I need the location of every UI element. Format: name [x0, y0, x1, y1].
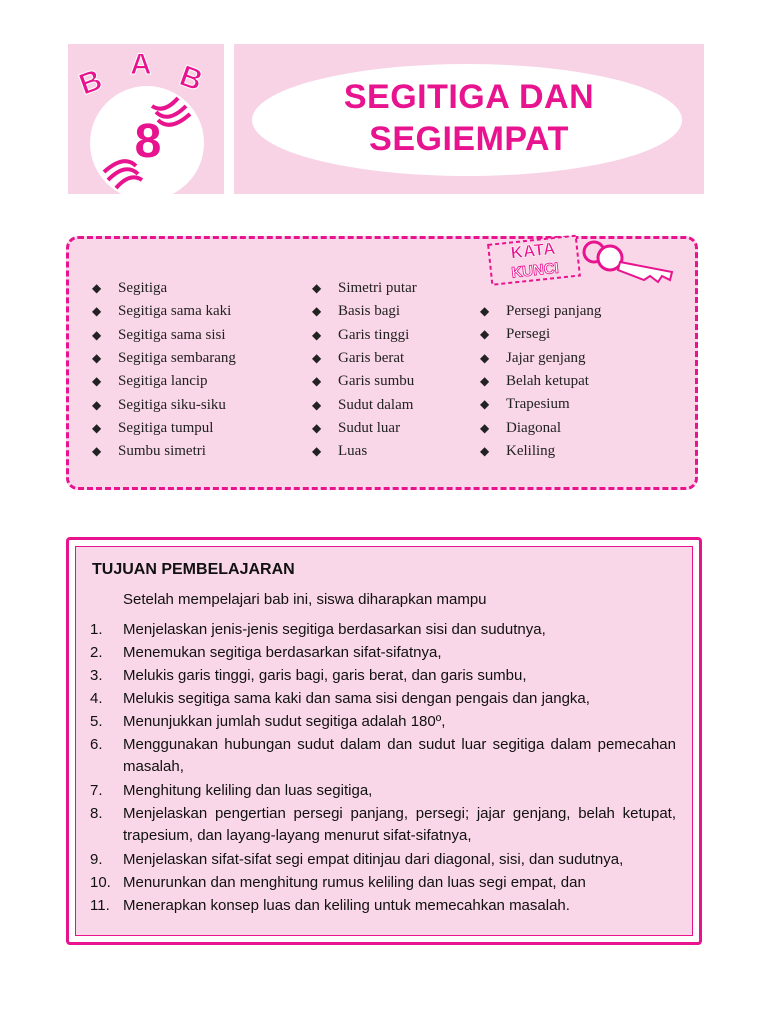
diamond-bullet-icon: ◆ [312, 350, 322, 365]
learning-objectives-title: TUJUAN PEMBELAJARAN [92, 561, 295, 578]
keyword-item [92, 373, 208, 390]
objective-item [90, 803, 676, 847]
objective-text: Menjelaskan sifat-sifat segi empat ditinjau dari diagonal, sisi, dan sudutnya, [123, 851, 624, 868]
keyword-label: Segitiga siku-siku [118, 396, 226, 413]
keyword-item [92, 350, 236, 367]
objective-number: 6. [90, 736, 103, 753]
diamond-bullet-icon: ◆ [92, 444, 102, 459]
objective-number: 3. [90, 667, 103, 684]
keyword-item [480, 373, 589, 390]
keyword-label: Persegi panjang [506, 303, 602, 319]
objective-text: Melukis segitiga sama kaki dan sama sisi dengan pengais dan jangka, [123, 690, 590, 707]
tag-word-kata: KATA [509, 238, 557, 263]
objective-number: 5. [90, 713, 103, 730]
objective-number: 7. [90, 782, 103, 799]
keyword-label: Sumbu simetri [118, 443, 206, 460]
diamond-bullet-icon: ◆ [480, 420, 490, 435]
keyword-label: Segitiga sama kaki [118, 303, 232, 320]
bab-letter-b1: B [74, 63, 107, 102]
objective-item [90, 895, 676, 917]
keyword-item [312, 420, 400, 437]
keyword-item [312, 327, 409, 344]
objective-item [90, 665, 676, 687]
diamond-bullet-icon: ◆ [92, 374, 102, 389]
objective-item [90, 711, 676, 733]
keyword-item [92, 327, 226, 344]
objective-text: Menemukan segitiga berdasarkan sifat-sifatnya, [123, 644, 442, 661]
keyword-label: Segitiga [118, 280, 168, 296]
keyword-item [92, 303, 231, 320]
keyword-label: Garis berat [338, 349, 405, 366]
keyword-item [480, 326, 550, 343]
keyword-item [480, 303, 601, 320]
objective-text: Menurunkan dan menghitung rumus keliling dan luas segi empat, dan [123, 874, 586, 891]
objective-text: Menjelaskan pengertian persegi panjang, persegi; jajar genjang, belah ketupat, trapesium, dan layang-layang menurut sifat-sifatnya, [123, 805, 676, 844]
keyword-label: Segitiga lancip [118, 373, 208, 390]
keyword-label: Keliling [506, 442, 556, 459]
diamond-bullet-icon: ◆ [480, 443, 490, 458]
keyword-label: Diagonal [506, 419, 561, 436]
objective-item [90, 849, 676, 871]
keyword-item [92, 397, 226, 414]
objective-text: Menunjukkan jumlah sudut segitiga adalah 180º, [123, 713, 446, 730]
keyword-label: Sudut luar [338, 419, 401, 436]
objective-text: Melukis garis tinggi, garis bagi, garis berat, dan garis sumbu, [123, 667, 527, 684]
diamond-bullet-icon: ◆ [480, 350, 490, 365]
objective-item [90, 688, 676, 710]
keyword-label: Trapesium [506, 396, 570, 413]
objective-text: Menghitung keliling dan luas segitiga, [123, 782, 373, 799]
keyword-item [312, 397, 413, 414]
keyword-item [92, 420, 213, 437]
objective-number: 10. [90, 874, 111, 891]
keyword-label: Segitiga sama sisi [118, 326, 226, 343]
objective-number: 11. [90, 897, 110, 914]
learning-objectives-intro: Setelah mempelajari bab ini, siswa diharapkan mampu [123, 591, 487, 608]
bab-letter-b2: B [175, 59, 207, 98]
keyword-label: Segitiga sembarang [118, 349, 236, 366]
diamond-bullet-icon: ◆ [312, 281, 322, 295]
keyword-label: Basis bagi [338, 303, 401, 320]
diamond-bullet-icon: ◆ [92, 304, 102, 319]
tag-word-kunci: KUNCI [510, 259, 560, 282]
keyword-item [480, 443, 555, 460]
keyword-item [480, 350, 586, 367]
keyword-label: Persegi [506, 326, 551, 343]
diamond-bullet-icon: ◆ [312, 397, 322, 412]
diamond-bullet-icon: ◆ [92, 420, 102, 435]
keyword-label: Segitiga tumpul [118, 419, 214, 436]
keyword-label: Garis sumbu [338, 373, 415, 390]
key-tag-icon [486, 232, 682, 288]
diamond-bullet-icon: ◆ [92, 397, 102, 412]
keyword-item [312, 443, 367, 460]
diamond-bullet-icon: ◆ [480, 304, 490, 318]
diamond-bullet-icon: ◆ [312, 304, 322, 319]
chapter-badge [68, 44, 224, 194]
keyword-item [92, 280, 167, 297]
objective-number: 1. [90, 621, 103, 638]
objective-text: Menggunakan hubungan sudut dalam dan sudut luar segitiga dalam pemecahan masalah, [123, 736, 676, 775]
objective-number: 2. [90, 644, 103, 661]
keyword-item [312, 303, 400, 320]
keyword-item [480, 420, 561, 437]
objective-item [90, 872, 676, 894]
objective-number: 4. [90, 690, 103, 707]
objective-number: 9. [90, 851, 103, 868]
keyword-label: Garis tinggi [338, 326, 410, 343]
diamond-bullet-icon: ◆ [312, 374, 322, 389]
objective-item [90, 619, 676, 641]
objective-item [90, 642, 676, 664]
objective-text: Menjelaskan jenis-jenis segitiga berdasarkan sisi dan sudutnya, [123, 621, 546, 638]
chapter-title-panel [234, 44, 704, 194]
diamond-bullet-icon: ◆ [92, 350, 102, 365]
keyword-label: Jajar genjang [506, 349, 586, 366]
keyword-item [312, 373, 414, 390]
keyword-label: Luas [338, 443, 368, 460]
keyword-label: Belah ketupat [506, 372, 589, 389]
diamond-bullet-icon: ◆ [480, 327, 490, 342]
diamond-bullet-icon: ◆ [480, 397, 490, 412]
objective-text: Menerapkan konsep luas dan keliling untuk memecahkan masalah. [123, 897, 570, 914]
diamond-bullet-icon: ◆ [312, 444, 322, 459]
diamond-bullet-icon: ◆ [312, 420, 322, 435]
objective-item [90, 780, 676, 802]
keyword-item [312, 280, 417, 297]
chapter-title-line-1: SEGITIGA DAN [343, 78, 595, 116]
keyword-label: Simetri putar [338, 280, 417, 296]
bab-letter-a: A [130, 48, 152, 81]
chapter-number: 8 [134, 115, 162, 168]
objective-number: 8. [90, 805, 103, 822]
diamond-bullet-icon: ◆ [480, 373, 490, 388]
keyword-item [92, 443, 206, 460]
objective-item [90, 734, 676, 778]
diamond-bullet-icon: ◆ [92, 327, 102, 342]
keyword-label: Sudut dalam [338, 396, 414, 413]
diamond-bullet-icon: ◆ [92, 281, 102, 295]
chapter-title-line-2: SEGIEMPAT [369, 120, 569, 158]
keyword-item [480, 396, 570, 413]
keyword-item [312, 350, 404, 367]
diamond-bullet-icon: ◆ [312, 327, 322, 342]
